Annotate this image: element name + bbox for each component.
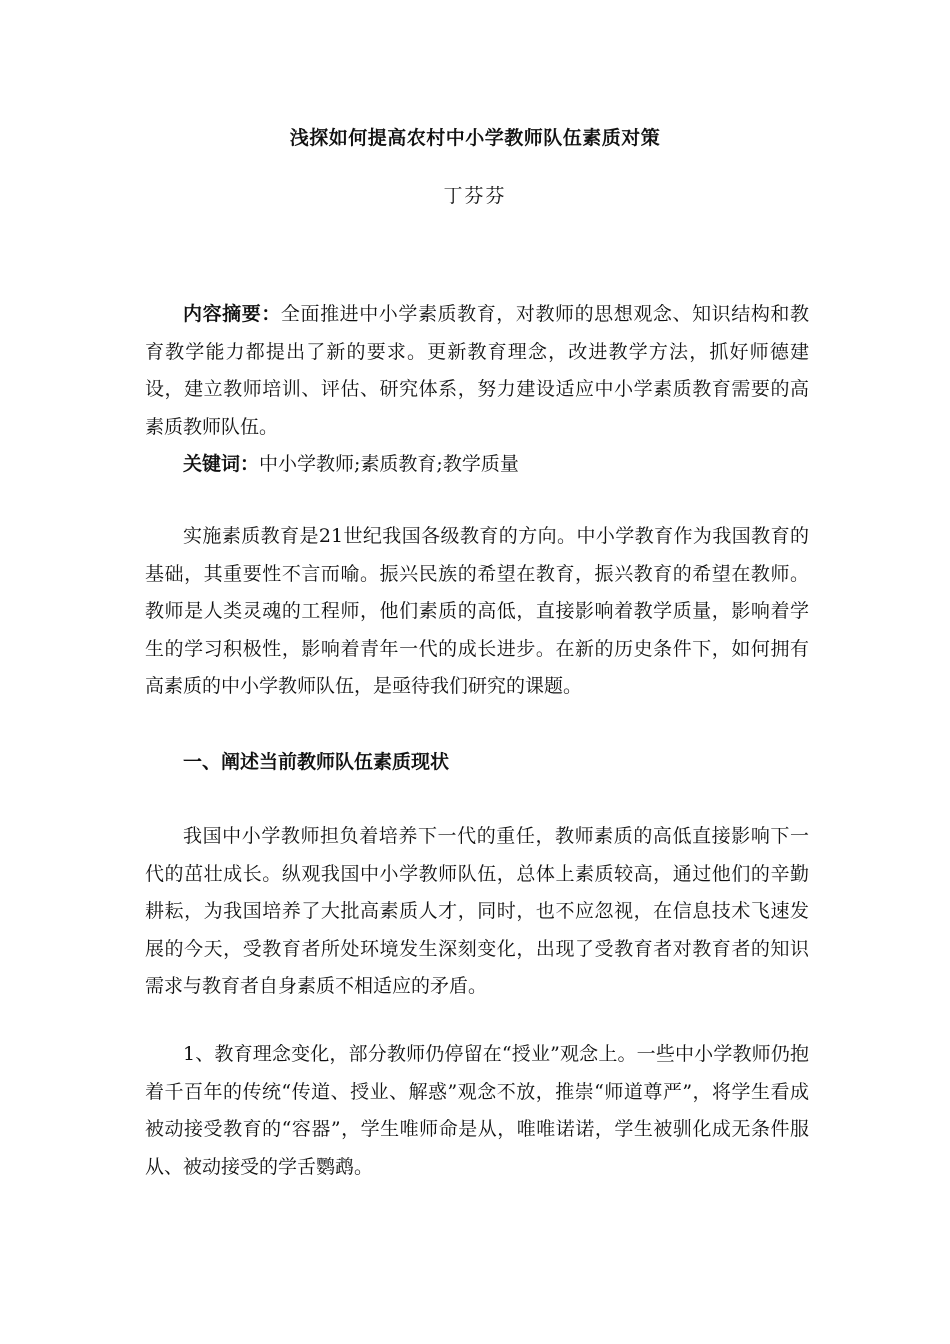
abstract-paragraph xyxy=(145,296,809,446)
abstract-label: 内容摘要： xyxy=(183,303,281,325)
keywords-label: 关键词： xyxy=(183,453,260,475)
keywords-text: 中小学教师;素质教育;教学质量 xyxy=(259,453,519,475)
document-title: 浅探如何提高农村中小学教师队伍素质对策 xyxy=(289,127,661,149)
section-1-paragraph: 我国中小学教师担负着培养下一代的重任，教师素质的高低直接影响下一代的茁壮成长。纵观我国中小学教师队伍，总体上素质较高，通过他们的辛勤耕耘，为我国培养了大批高素质人才，同时，也不应忽视，在信息技术飞速发展的今天，受教育者所处环境发生深刻变化，出现了受教育者对教育者的知识需求与教育者自身素质不相适应的矛盾。 xyxy=(145,825,809,997)
abstract-text: 全面推进中小学素质教育，对教师的思想观念、知识结构和教育教学能力都提出了新的要求。更新教育理念，改进教学方法，抓好师德建设，建立教师培训、评估、研究体系，努力建设适应中小学素质教育需要的高素质教师队伍。 xyxy=(145,303,809,438)
section-1-heading: 一、阐述当前教师队伍素质现状 xyxy=(183,751,450,773)
point-1-paragraph: 1、教育理念变化，部分教师仍停留在“授业”观念上。一些中小学教师仍抱着千百年的传统“传道、授业、解惑”观念不放，推崇“师道尊严”，将学生看成被动接受教育的“容器”，学生唯师命是从，唯唯诺诺，学生被驯化成无条件服从、被动接受的学舌鹦鹉。 xyxy=(145,1043,809,1178)
document-author: 丁芬芬 xyxy=(443,185,507,207)
keywords-paragraph xyxy=(145,446,809,484)
intro-paragraph: 实施素质教育是21世纪我国各级教育的方向。中小学教育作为我国教育的基础，其重要性不言而喻。振兴民族的希望在教育，振兴教育的希望在教师。教师是人类灵魂的工程师，他们素质的高低，直接影响着教学质量，影响着学生的学习积极性，影响着青年一代的成长进步。在新的历史条件下，如何拥有高素质的中小学教师队伍，是亟待我们研究的课题。 xyxy=(145,525,809,697)
